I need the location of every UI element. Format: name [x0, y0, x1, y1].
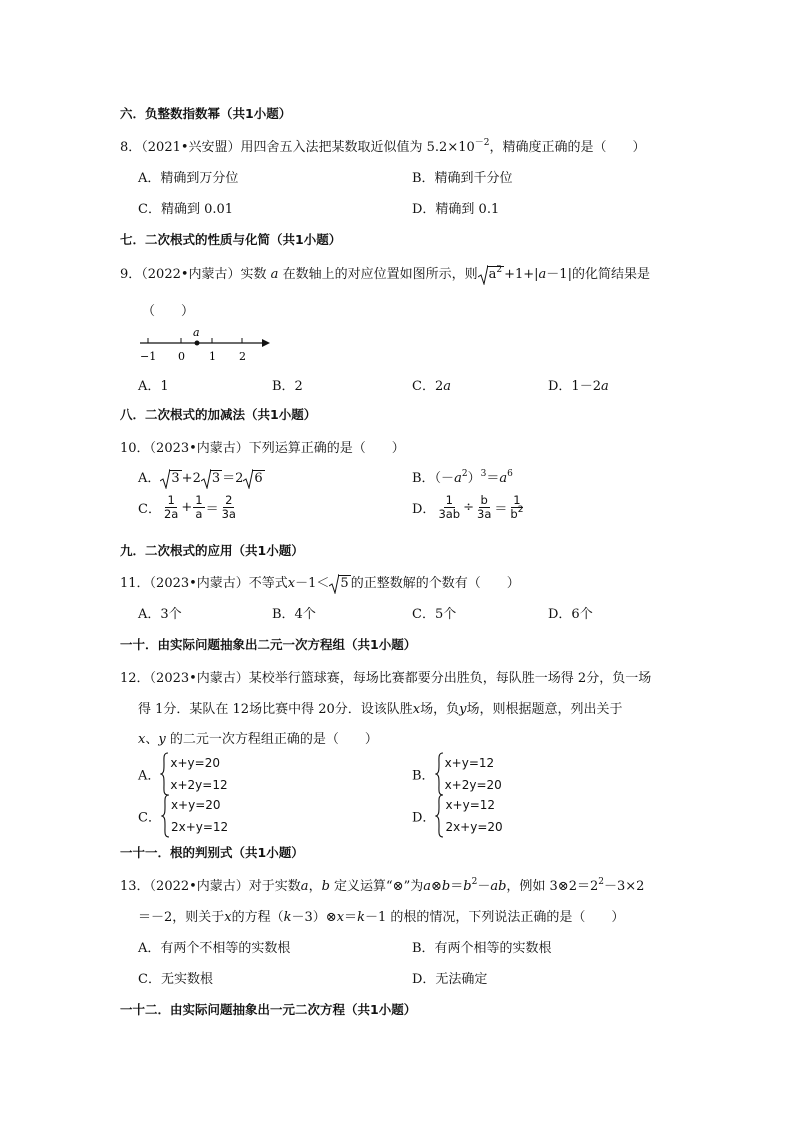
frac-denominator: 3a — [477, 507, 492, 521]
question-10-stem: 10．（2023•内蒙古）下列运算正确的是（ ） — [120, 441, 405, 456]
q12-line2-text: 得 1分．某队在 12场比赛中得 20分．设该队胜 — [138, 702, 413, 717]
q8-option-a[interactable]: A．精确到万分位 — [138, 171, 239, 186]
q9-option-b[interactable]: B．2 — [272, 379, 303, 394]
q10-option-c[interactable] — [138, 494, 239, 521]
equation-system — [435, 794, 502, 838]
q13-var-b: b — [321, 879, 330, 894]
q10-option-b[interactable] — [412, 467, 513, 486]
frac-denominator-exp: 2 — [517, 505, 524, 515]
q10-frac — [220, 494, 238, 521]
brace-icon — [435, 752, 444, 796]
q12-line2-tail: 场，则根据题意，列出关于 — [466, 702, 623, 717]
q13-var-x: x — [224, 910, 232, 925]
frac-numerator: 1 — [195, 493, 203, 507]
q10-option-b-var: a — [454, 471, 462, 486]
frac-denominator-base: b — [510, 507, 518, 521]
frac-denominator: 3a — [221, 507, 236, 521]
q10-option-b-eq: ＝ — [486, 471, 500, 486]
equation-system — [161, 794, 228, 838]
brace-icon — [161, 794, 170, 838]
q10-option-c-eq: ＝ — [205, 502, 219, 517]
frac-numerator: b — [480, 493, 488, 507]
question-13-line-2 — [138, 906, 624, 925]
equation-line: 2x+y=12 — [170, 820, 229, 834]
frac-numerator: 1 — [513, 493, 521, 507]
frac-denominator: 2a — [163, 507, 179, 521]
frac-denominator: a — [195, 507, 203, 521]
q10-option-d-label: D． — [412, 502, 436, 517]
q10-radicand-3: 6 — [254, 471, 263, 486]
q11-option-d[interactable]: D．6个 — [548, 607, 593, 622]
equation-line: x+2y=12 — [170, 778, 228, 792]
equation-line: x+y=12 — [445, 798, 496, 812]
section-heading-9: 九．二次根式的应用（共1小题） — [120, 543, 304, 558]
q9-tick-label: 0 — [178, 350, 185, 363]
frac-numerator: 2 — [225, 493, 233, 507]
q10-frac — [475, 494, 493, 521]
q12-option-d[interactable] — [412, 794, 503, 838]
q10-option-d-eq: ＝ — [494, 502, 508, 517]
q12-var-x: x — [412, 702, 421, 717]
q12-line3-sep: 、 — [145, 732, 159, 747]
equation-system — [160, 752, 227, 796]
q10-option-b-mid: ） — [467, 471, 481, 486]
q11-stem-text: 11．（2023•内蒙古）不等式 — [120, 576, 288, 591]
q10-sqrt-3 — [243, 471, 264, 486]
q13-var-x2: x — [336, 910, 345, 925]
q12-var-x: x — [138, 732, 146, 747]
question-9-stem — [120, 263, 650, 282]
q10-radicand-1: 3 — [171, 471, 180, 486]
q9-option-d-var: a — [600, 379, 609, 394]
q9-radicand-exp: 2 — [496, 265, 503, 275]
q13-def-minus: － — [477, 879, 491, 894]
q8-exponent: －2 — [474, 138, 490, 148]
q9-option-c-var: a — [443, 379, 451, 394]
q11-sqrt — [329, 576, 350, 591]
q10-frac — [436, 494, 462, 521]
q13-option-b[interactable]: B．有两个相等的实数根 — [412, 941, 552, 956]
q12-option-d-label: D． — [412, 810, 436, 826]
q11-option-b[interactable]: B．4个 — [272, 607, 316, 622]
q13-example-exp: 2 — [598, 877, 604, 887]
q10-option-a-label: A． — [138, 471, 161, 486]
frac-denominator — [508, 505, 525, 521]
equation-line: x+y=20 — [170, 756, 220, 770]
q13-option-a[interactable]: A．有两个不相等的实数根 — [138, 941, 291, 956]
q12-line2-mid: 场，负 — [420, 702, 460, 717]
q9-option-d-text: D．1－2 — [548, 379, 601, 394]
q13-line2-mid: 的方程（ — [231, 910, 284, 925]
q9-number-line — [136, 325, 270, 365]
q8-stem-tail: ，精确度正确的是（ ） — [489, 140, 646, 155]
q10-option-b-exp: 2 — [461, 469, 468, 479]
frac-numerator: 1 — [167, 493, 175, 507]
q13-option-d[interactable]: D．无法确定 — [412, 972, 488, 987]
q10-option-a-mid: +2 — [181, 471, 201, 486]
q9-radicand: a — [488, 267, 497, 282]
q13-example: ，例如 3⊗2＝2 — [506, 879, 599, 894]
q10-option-d[interactable] — [412, 494, 526, 521]
brace-icon — [160, 752, 169, 796]
q9-stem-tail: －1|的化简结果是 — [546, 267, 650, 282]
q12-option-c-label: C． — [138, 810, 161, 826]
q13-var-k: k — [283, 910, 292, 925]
q10-option-a[interactable] — [138, 467, 265, 486]
question-8-stem — [120, 136, 646, 155]
q13-var-k2: k — [357, 910, 365, 925]
q10-option-b-label: B．（－ — [412, 471, 455, 486]
q11-stem-mid: －1＜ — [295, 576, 330, 591]
section-heading-12: 一十二．由实际问题抽象出一元二次方程（共1小题） — [120, 1002, 417, 1017]
q12-var-y: y — [158, 732, 166, 747]
q9-paren: （ ） — [142, 304, 195, 319]
question-13-line-1 — [120, 875, 644, 894]
q8-stem-text: 8．（2021•兴安盟）用四舍五入法把某数取近似值为 5.2×10 — [120, 140, 475, 155]
q9-point-a-label: a — [193, 326, 200, 339]
q10-option-c-plus: + — [181, 500, 193, 515]
equation-line: x+y=20 — [170, 798, 221, 812]
q10-option-d-div: ÷ — [463, 500, 475, 515]
q9-sqrt — [478, 267, 505, 282]
q12-option-a-label: A． — [138, 768, 161, 784]
q13-option-c[interactable]: C．无实数根 — [138, 972, 213, 987]
q12-option-a[interactable] — [138, 752, 228, 796]
q8-option-c[interactable]: C．精确到 0.01 — [138, 202, 234, 217]
question-12-line-1: 12．（2023•内蒙古）某校举行篮球赛，每场比赛都要分出胜负，每队胜一场得 2分，负一场 — [120, 671, 652, 686]
q11-radicand: 5 — [340, 576, 349, 591]
q13-line1-text: 13．（2022•内蒙古）对于实数 — [120, 879, 301, 894]
q12-option-b[interactable] — [412, 752, 502, 796]
q13-line2-op: －3）⊗ — [291, 910, 337, 925]
q10-option-c-label: C． — [138, 502, 161, 517]
frac-denominator: 3ab — [438, 507, 461, 521]
q13-def-op: ⊗ — [431, 879, 442, 894]
q10-frac — [162, 494, 180, 521]
q11-option-c[interactable]: C．5个 — [412, 607, 457, 622]
q9-stem-abs: +1+| — [504, 267, 539, 282]
q9-tick-label: −1 — [140, 350, 157, 363]
equation-line: 2x+y=20 — [445, 820, 503, 834]
q13-example-tail: －3×2 — [603, 879, 645, 894]
q9-stem-mid: 在数轴上的对应位置如图所示，则 — [282, 267, 478, 282]
q13-def-a: a — [423, 879, 431, 894]
equation-system — [435, 752, 502, 796]
brace-icon — [435, 794, 444, 838]
question-11-stem — [120, 572, 520, 591]
q13-comma: ， — [308, 879, 322, 894]
q10-radicand-2: 3 — [211, 471, 221, 486]
q9-point-a — [195, 341, 200, 346]
q10-frac — [193, 494, 204, 521]
q9-option-a[interactable]: A．1 — [138, 379, 169, 394]
q13-var-a: a — [300, 879, 309, 894]
question-12-line-2 — [138, 698, 623, 717]
q10-sqrt-2 — [201, 471, 222, 486]
section-heading-11: 一十一．根的判别式（共1小题） — [120, 845, 304, 860]
q13-line2-tail: －1 的根的情况，下列说法正确的是（ ） — [364, 910, 625, 925]
q12-option-c[interactable] — [138, 794, 228, 838]
q13-define-text: 定义运算“⊗”为 — [329, 879, 424, 894]
section-heading-6: 六．负整数指数幂（共1小题） — [120, 106, 292, 121]
q10-option-a-eq: ＝2 — [222, 471, 244, 486]
q9-option-c[interactable] — [412, 375, 451, 394]
q9-stem-text: 9．（2022•内蒙古）实数 — [120, 267, 267, 282]
q9-var-a2: a — [538, 267, 547, 282]
section-heading-7: 七．二次根式的性质与化简（共1小题） — [120, 232, 342, 247]
frac-numerator: 1 — [445, 493, 453, 507]
equation-line: x+2y=20 — [444, 778, 502, 792]
equation-line: x+y=12 — [444, 756, 495, 770]
q13-line2-text: ＝－2，则关于 — [138, 910, 225, 925]
q10-sqrt-1 — [160, 471, 181, 486]
q13-def-ab: ab — [490, 879, 507, 894]
q8-option-d[interactable]: D．精确到 0.1 — [412, 202, 500, 217]
q10-option-b-exp3: 6 — [507, 469, 513, 479]
q13-def-exp: 2 — [471, 877, 478, 887]
q8-option-b[interactable]: B．精确到千分位 — [412, 171, 513, 186]
q13-def-b2: b — [463, 879, 472, 894]
q11-stem-tail: 的正整数解的个数有（ ） — [350, 576, 520, 591]
q11-var-x: x — [287, 576, 296, 591]
q11-option-a[interactable]: A．3个 — [138, 607, 182, 622]
q9-tick-label: 2 — [239, 350, 246, 363]
q10-option-b-exp2: 3 — [480, 469, 487, 479]
q10-option-b-var2: a — [499, 471, 508, 486]
section-heading-10: 一十．由实际问题抽象出二元一次方程组（共1小题） — [120, 637, 417, 652]
q9-tick-label: 1 — [209, 350, 216, 363]
q9-var-a: a — [270, 267, 279, 282]
q13-def-b: b — [441, 879, 451, 894]
q13-line2-eq: ＝ — [344, 910, 358, 925]
q13-def-eq: ＝ — [450, 879, 464, 894]
q9-option-d[interactable] — [548, 375, 609, 394]
q9-option-c-text: C．2 — [412, 379, 444, 394]
q12-line3-tail: 的二元一次方程组正确的是（ ） — [165, 732, 378, 747]
q12-var-y: y — [459, 702, 467, 717]
q10-frac — [508, 494, 525, 521]
section-heading-8: 八．二次根式的加减法（共1小题） — [120, 407, 317, 422]
q12-option-b-label: B． — [412, 768, 435, 784]
question-12-line-3 — [138, 728, 378, 747]
